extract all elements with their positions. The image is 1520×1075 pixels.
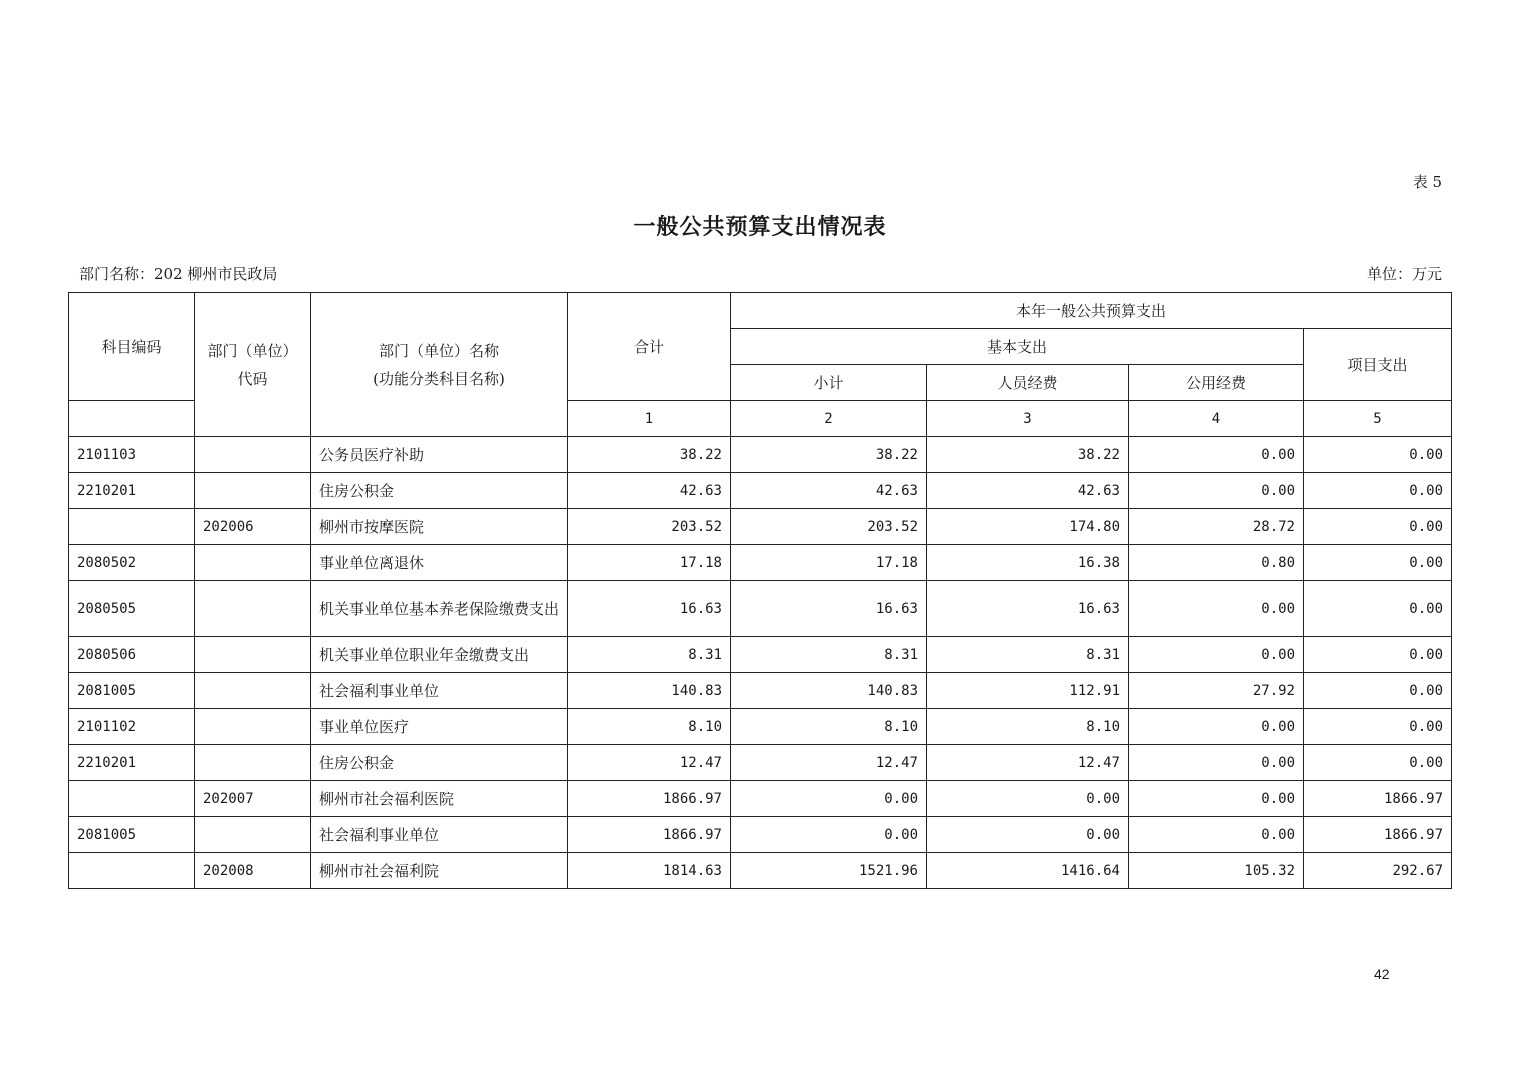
col-index-3: 3 — [927, 401, 1129, 437]
cell-name: 社会福利事业单位 — [311, 673, 568, 709]
header-total: 合计 — [568, 293, 731, 401]
cell-public: 27.92 — [1129, 673, 1304, 709]
table-row — [69, 437, 1452, 473]
header-dept-name — [311, 293, 568, 437]
cell-total: 1814.63 — [568, 853, 731, 889]
cell-project: 0.00 — [1304, 673, 1452, 709]
cell-personnel: 8.31 — [927, 637, 1129, 673]
cell-code: 2081005 — [69, 673, 195, 709]
cell-dept-code — [195, 817, 311, 853]
cell-name: 事业单位医疗 — [311, 709, 568, 745]
cell-project: 0.00 — [1304, 745, 1452, 781]
header-dept-code-line2: 代码 — [237, 369, 268, 388]
cell-code — [69, 853, 195, 889]
header-public-funds: 公用经费 — [1129, 365, 1304, 401]
cell-project: 1866.97 — [1304, 817, 1452, 853]
cell-personnel: 0.00 — [927, 781, 1129, 817]
cell-total: 17.18 — [568, 545, 731, 581]
cell-total: 203.52 — [568, 509, 731, 545]
cell-total: 140.83 — [568, 673, 731, 709]
cell-code: 2080505 — [69, 581, 195, 637]
cell-total: 8.10 — [568, 709, 731, 745]
header-dept-code-line1: 部门（单位） — [207, 341, 298, 360]
cell-project: 0.00 — [1304, 545, 1452, 581]
cell-public: 0.00 — [1129, 437, 1304, 473]
department-label: 部门名称：202 柳州市民政局 — [79, 265, 278, 283]
cell-personnel: 8.10 — [927, 709, 1129, 745]
cell-public: 105.32 — [1129, 853, 1304, 889]
cell-public: 28.72 — [1129, 509, 1304, 545]
table-number-label: 表 5 — [1412, 173, 1442, 191]
cell-total: 12.47 — [568, 745, 731, 781]
col-index-1: 1 — [568, 401, 731, 437]
cell-project: 1866.97 — [1304, 781, 1452, 817]
cell-code: 2101102 — [69, 709, 195, 745]
col-index-2: 2 — [731, 401, 927, 437]
table-row — [69, 745, 1452, 781]
cell-total: 38.22 — [568, 437, 731, 473]
cell-public: 0.00 — [1129, 817, 1304, 853]
table-row — [69, 781, 1452, 817]
cell-code: 2080506 — [69, 637, 195, 673]
header-project: 项目支出 — [1304, 329, 1452, 401]
cell-name: 机关事业单位基本养老保险缴费支出 — [311, 581, 568, 637]
table-row — [69, 853, 1452, 889]
cell-personnel: 1416.64 — [927, 853, 1129, 889]
cell-subtotal: 16.63 — [731, 581, 927, 637]
cell-subtotal: 203.52 — [731, 509, 927, 545]
cell-personnel: 0.00 — [927, 817, 1129, 853]
cell-code — [69, 781, 195, 817]
header-personnel: 人员经费 — [927, 365, 1129, 401]
table-row — [69, 637, 1452, 673]
header-subject-code: 科目编码 — [69, 293, 195, 401]
cell-personnel: 16.63 — [927, 581, 1129, 637]
cell-public: 0.00 — [1129, 709, 1304, 745]
cell-total: 42.63 — [568, 473, 731, 509]
cell-code: 2080502 — [69, 545, 195, 581]
header-dept-code — [195, 293, 311, 437]
cell-code: 2081005 — [69, 817, 195, 853]
cell-code: 2210201 — [69, 473, 195, 509]
cell-public: 0.00 — [1129, 745, 1304, 781]
cell-subtotal: 38.22 — [731, 437, 927, 473]
cell-public: 0.00 — [1129, 473, 1304, 509]
cell-subtotal: 140.83 — [731, 673, 927, 709]
cell-name: 柳州市社会福利医院 — [311, 781, 568, 817]
cell-personnel: 112.91 — [927, 673, 1129, 709]
table-row — [69, 545, 1452, 581]
page-number: 42 — [1374, 966, 1390, 982]
table-row — [69, 709, 1452, 745]
cell-code — [69, 509, 195, 545]
cell-dept-code — [195, 637, 311, 673]
cell-public: 0.80 — [1129, 545, 1304, 581]
cell-personnel: 174.80 — [927, 509, 1129, 545]
cell-subtotal: 42.63 — [731, 473, 927, 509]
cell-total: 16.63 — [568, 581, 731, 637]
cell-total: 8.31 — [568, 637, 731, 673]
cell-project: 0.00 — [1304, 473, 1452, 509]
cell-project: 0.00 — [1304, 709, 1452, 745]
cell-dept-code — [195, 437, 311, 473]
cell-name: 柳州市按摩医院 — [311, 509, 568, 545]
page-title: 一般公共预算支出情况表 — [633, 214, 887, 240]
col-index-4: 4 — [1129, 401, 1304, 437]
cell-project: 0.00 — [1304, 637, 1452, 673]
table-row — [69, 673, 1452, 709]
cell-public: 0.00 — [1129, 781, 1304, 817]
cell-name: 事业单位离退休 — [311, 545, 568, 581]
budget-table — [68, 292, 1452, 889]
cell-name: 公务员医疗补助 — [311, 437, 568, 473]
cell-subtotal: 0.00 — [731, 817, 927, 853]
cell-public: 0.00 — [1129, 637, 1304, 673]
table-row — [69, 473, 1452, 509]
cell-dept-code — [195, 745, 311, 781]
header-subtotal: 小计 — [731, 365, 927, 401]
cell-subtotal: 1521.96 — [731, 853, 927, 889]
cell-dept-code — [195, 581, 311, 637]
cell-dept-code: 202008 — [195, 853, 311, 889]
header-dept-name-line1: 部门（单位）名称 — [378, 341, 499, 360]
cell-dept-code — [195, 545, 311, 581]
cell-name: 机关事业单位职业年金缴费支出 — [311, 637, 568, 673]
unit-label: 单位：万元 — [1366, 265, 1442, 283]
table-row — [69, 817, 1452, 853]
cell-personnel: 12.47 — [927, 745, 1129, 781]
cell-subtotal: 12.47 — [731, 745, 927, 781]
cell-public: 0.00 — [1129, 581, 1304, 637]
header-basic: 基本支出 — [731, 329, 1304, 365]
table-row — [69, 509, 1452, 545]
cell-project: 0.00 — [1304, 509, 1452, 545]
header-current-year: 本年一般公共预算支出 — [731, 293, 1452, 329]
cell-code: 2210201 — [69, 745, 195, 781]
cell-name: 住房公积金 — [311, 745, 568, 781]
col-index-5: 5 — [1304, 401, 1452, 437]
cell-name: 住房公积金 — [311, 473, 568, 509]
cell-subtotal: 17.18 — [731, 545, 927, 581]
cell-dept-code — [195, 673, 311, 709]
cell-name: 社会福利事业单位 — [311, 817, 568, 853]
cell-personnel: 38.22 — [927, 437, 1129, 473]
cell-dept-code — [195, 473, 311, 509]
cell-dept-code — [195, 709, 311, 745]
cell-personnel: 16.38 — [927, 545, 1129, 581]
cell-project: 0.00 — [1304, 581, 1452, 637]
cell-total: 1866.97 — [568, 817, 731, 853]
table-row — [69, 581, 1452, 637]
cell-subtotal: 8.31 — [731, 637, 927, 673]
cell-code: 2101103 — [69, 437, 195, 473]
cell-subtotal: 8.10 — [731, 709, 927, 745]
cell-subtotal: 0.00 — [731, 781, 927, 817]
cell-dept-code: 202006 — [195, 509, 311, 545]
cell-dept-code: 202007 — [195, 781, 311, 817]
header-dept-name-line2: (功能分类科目名称) — [373, 369, 505, 388]
cell-total: 1866.97 — [568, 781, 731, 817]
cell-project: 292.67 — [1304, 853, 1452, 889]
cell-personnel: 42.63 — [927, 473, 1129, 509]
cell-project: 0.00 — [1304, 437, 1452, 473]
header-index-blank — [69, 401, 195, 437]
header-row-1 — [69, 293, 1452, 329]
cell-name: 柳州市社会福利院 — [311, 853, 568, 889]
